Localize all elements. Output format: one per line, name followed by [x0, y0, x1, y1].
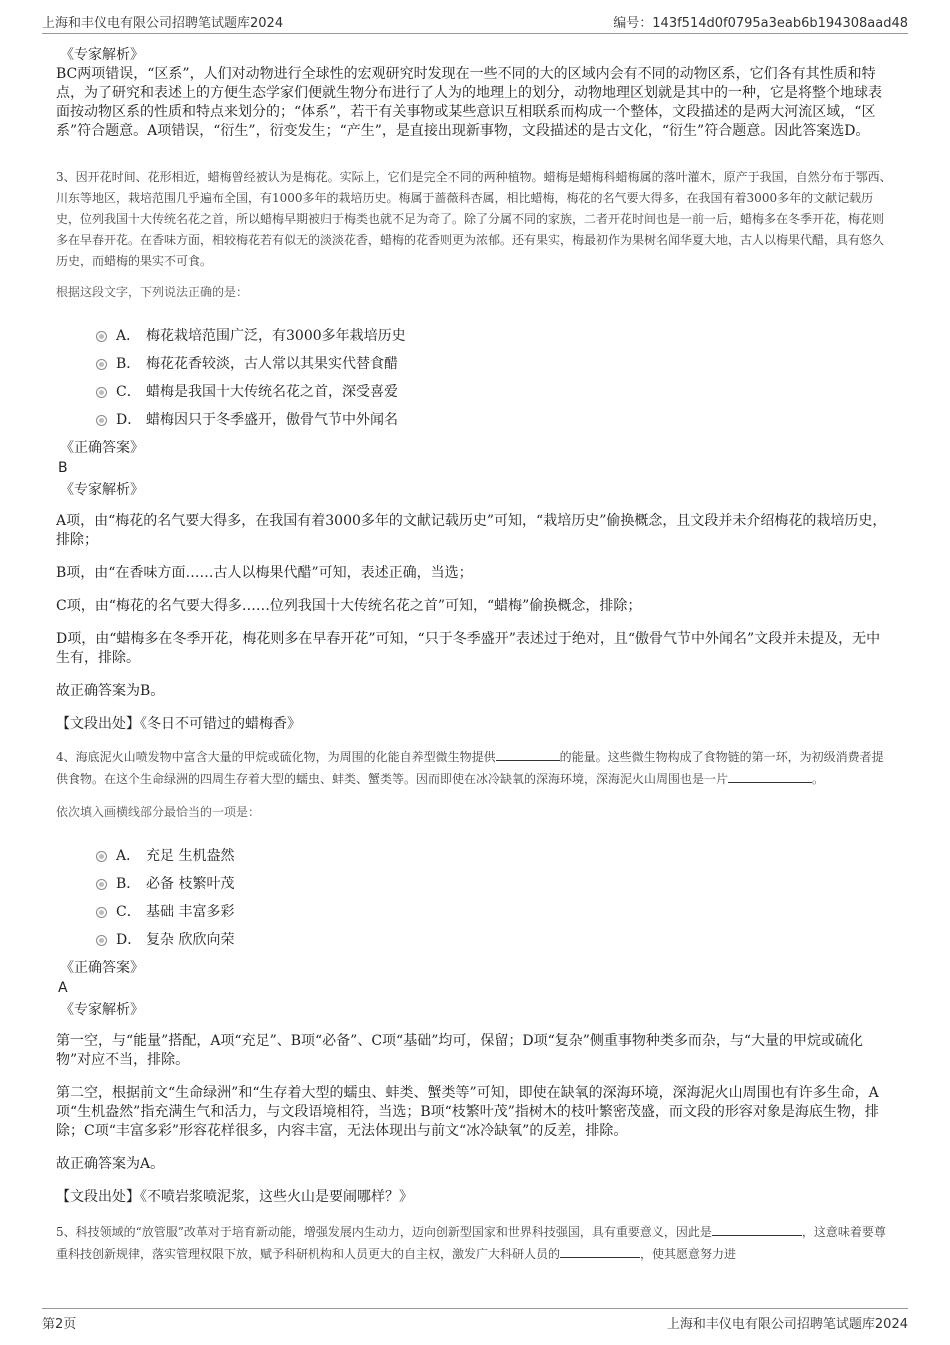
q3-prompt: 根据这段文字，下列说法正确的是： — [56, 285, 249, 299]
q3-option-b[interactable]: B． 梅花花香较淡，古人常以其果实代替食醋 — [56, 350, 894, 378]
q4-options — [56, 842, 894, 954]
q3-analysis-d: D项，由“蜡梅多在冬季开花，梅花则多在早春开花”可知，“只于冬季盛开”表述过于绝对，且“傲骨气节中外闻名”文段并未提及，无中生有，排除。 — [56, 631, 881, 666]
radio-icon[interactable] — [96, 935, 107, 946]
fill-blank-1 — [496, 746, 560, 761]
radio-icon[interactable] — [96, 387, 107, 398]
q4-answer-label: 《正确答案》 — [60, 960, 144, 976]
q4-source: 【文段出处】《不喷岩浆喷泥浆，这些火山是要闹哪样？》 — [56, 1189, 413, 1205]
q4-prompt: 依次填入画横线部分最恰当的一项是： — [56, 805, 261, 819]
q3-analysis-c: C项，由“梅花的名气要大得多……位列我国十大传统名花之首”可知，“蜡梅”偷换概念，排除； — [56, 598, 642, 614]
radio-icon[interactable] — [96, 331, 107, 342]
q2-expert-label: 《专家解析》 — [60, 47, 144, 63]
q4-option-a[interactable]: A． 充足 生机盎然 — [56, 842, 894, 870]
q3-source: 【文段出处】《冬日不可错过的蜡梅香》 — [56, 716, 301, 732]
q3-option-d[interactable]: D． 蜡梅因只于冬季盛开，傲骨气节中外闻名 — [56, 406, 894, 434]
radio-icon[interactable] — [96, 359, 107, 370]
q3-answer-label: 《正确答案》 — [60, 440, 144, 456]
page-header — [42, 12, 908, 32]
page-number: 第2页 — [42, 1317, 77, 1332]
q4-option-b[interactable]: B． 必备 枝繁叶茂 — [56, 870, 894, 898]
q2-analysis: BC两项错误，“区系”，人们对动物进行全球性的宏观研究时发现在一些不同的大的区域内会有不同的动物区系，它们各有其性质和特点，为了研究和表述上的方便生态学家们便就生物分布进行了人为的地理上的划分，动物地理区划就是其中的一种，它是将整个地球表面按动物区系的性质和特点来划分的；“体系”，若干有关事物或某些意识互相联系而构成一个整体，文段描述的是两大河流区域，“区系”符合题意。A项错误，“衍生”，衍变发生；“产生”，是直接出现新事物，文段描述的是古文化，“衍生”符合题意。因此答案选D。 — [56, 66, 882, 139]
q4-conclusion: 故正确答案为A。 — [56, 1156, 165, 1172]
q3-analysis-b: B项，由“在香味方面……古人以梅果代醋”可知，表述正确，当选； — [56, 565, 473, 581]
q4-option-d[interactable]: D． 复杂 欣欣向荣 — [56, 926, 894, 954]
q3-option-a[interactable]: A． 梅花栽培范围广泛，有3000多年栽培历史 — [56, 322, 894, 350]
page-content — [56, 45, 894, 1263]
q4-analysis-first: 第一空，与“能量”搭配，A项“充足”、B项“必备”、C项“基础”均可，保留；D项“复杂”侧重事物种类多而杂，与“大量的甲烷或硫化物”对应不当，排除。 — [56, 1033, 864, 1068]
fill-blank-1 — [712, 1221, 802, 1236]
fill-blank-2 — [728, 768, 812, 783]
footer-divider — [42, 1308, 908, 1309]
q4-expert-label: 《专家解析》 — [60, 1002, 144, 1018]
q3-answer: B — [58, 460, 68, 476]
q4-answer: A — [58, 980, 68, 996]
q4-option-c[interactable]: C． 基础 丰富多彩 — [56, 898, 894, 926]
q3-option-c[interactable]: C． 蜡梅是我国十大传统名花之首，深受喜爱 — [56, 378, 894, 406]
q5-passage: 5、科技领域的“放管服”改革对于培育新动能，增强发展内生动力，迈向创新型国家和世界科技强国，具有重要意义，因此是 ，这意味着要尊重科技创新规律，落实管理权限下放，赋予科研机构和人员更大的自主权，激发广大科研人员的 ，使其愿意努力进 — [56, 1221, 894, 1263]
header-doc-id: 编号：143f514d0f0795a3eab6b194308aad48 — [613, 16, 908, 31]
footer-title: 上海和丰仪电有限公司招聘笔试题库2024 — [666, 1317, 908, 1332]
q4-analysis-second: 第二空，根据前文“生命绿洲”和“生存着大型的蠕虫、蚌类、蟹类等”可知，即使在缺氧的深海环境，深海泥火山周围也有许多生命，A项“生机盎然”指充满生气和活力，与文段语境相符，当选；B项“枝繁叶茂”指树木的枝叶繁密茂盛，而文段的形容对象是海底生物，排除；C项“丰富多彩”形容花样很多，内容丰富，无法体现出与前文“冰冷缺氧”的反差，排除。 — [56, 1085, 879, 1139]
radio-icon[interactable] — [96, 415, 107, 426]
radio-icon[interactable] — [96, 879, 107, 890]
page-footer — [42, 1313, 908, 1333]
radio-icon[interactable] — [96, 851, 107, 862]
q3-options — [56, 322, 894, 434]
q3-conclusion: 故正确答案为B。 — [56, 683, 165, 699]
q3-analysis-a: A项，由“梅花的名气要大得多，在我国有着3000多年的文献记载历史”可知，“栽培历史”偷换概念，且文段并未介绍梅花的栽培历史，排除； — [56, 513, 887, 548]
header-divider — [42, 33, 908, 34]
q3-passage: 3、因开花时间、花形相近，蜡梅曾经被认为是梅花。实际上，它们是完全不同的两种植物。蜡梅是蜡梅科蜡梅属的落叶灌木，原产于我国，自然分布于鄂西、川东等地区，栽培范围几乎遍布全国，有1000多年的栽培历史。梅属于蔷薇科杏属，相比蜡梅，梅花的名气要大得多，在我国有着3000多年的文献记载历史，位列我国十大传统名花之首，所以蜡梅早期被归于梅类也就不足为奇了。除了分属不同的家族，二者开花时间也是一前一后，蜡梅多在冬季开花，梅花则多在早春开花。在香味方面，相较梅花若有似无的淡淡花香，蜡梅的花香则更为浓郁。还有果实，梅最初作为果树名闻华夏大地，古人以梅果代醋，具有悠久历史，而蜡梅的果实不可食。 — [56, 170, 892, 268]
fill-blank-2 — [560, 1243, 640, 1258]
q4-passage: 4、海底泥火山喷发物中富含大量的甲烷或硫化物，为周围的化能自养型微生物提供 的能量。这些微生物构成了食物链的第一环，为初级消费者提供食物。在这个生命绿洲的四周生存着大型的蠕虫、蚌类、蟹类等。因而即使在冰冷缺氧的深海环境，深海泥火山周围也是一片 。 — [56, 746, 894, 790]
q3-expert-label: 《专家解析》 — [60, 482, 144, 498]
radio-icon[interactable] — [96, 907, 107, 918]
header-title: 上海和丰仪电有限公司招聘笔试题库2024 — [42, 16, 284, 31]
